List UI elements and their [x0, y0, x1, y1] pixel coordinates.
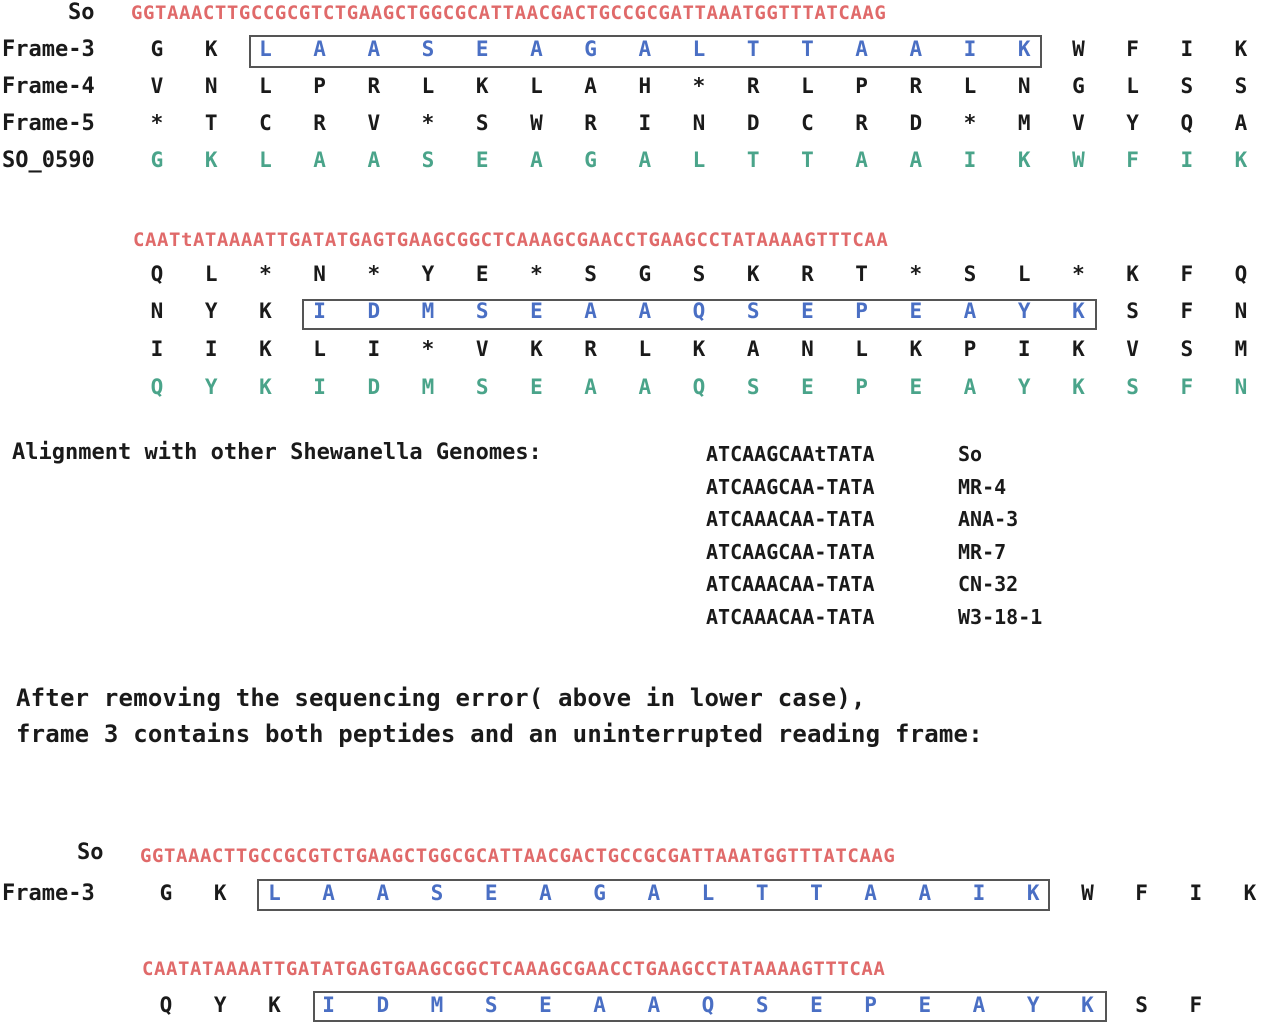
amino-acid: I [322, 993, 335, 1017]
amino-acid: L [1126, 74, 1139, 98]
amino-acid: S [475, 111, 489, 135]
amino-acid: Y [1017, 299, 1031, 323]
alignment-genome-name: W3-18-1 [958, 604, 1043, 629]
amino-acid: I [313, 299, 326, 323]
amino-acid: K [1072, 375, 1085, 399]
amino-acid: I [638, 111, 652, 135]
amino-acid: E [801, 299, 814, 323]
amino-acid: A [584, 299, 597, 323]
amino-acid: * [909, 262, 923, 286]
amino-acid: W [530, 111, 543, 135]
amino-acid: A [647, 881, 661, 905]
amino-acid: A [746, 337, 760, 361]
amino-acid: T [204, 111, 218, 135]
block2-dna: CAATtATAAAATTGATATGAGTGAAGCGGCTCAAAGCGAACCTGAAGCCTATAAAAGTTTCAA [133, 229, 889, 251]
amino-acid: K [1017, 37, 1031, 61]
amino-acid: Q [1234, 262, 1248, 286]
amino-acid: A [313, 148, 326, 172]
amino-acid: R [584, 337, 597, 361]
amino-acid: S [1180, 337, 1194, 361]
amino-acid: K [213, 881, 227, 905]
amino-acid: I [1180, 37, 1194, 61]
amino-acid: P [855, 74, 868, 98]
amino-acid: M [1234, 337, 1248, 361]
amino-acid: T [855, 262, 868, 286]
block3-so-label: So [77, 840, 104, 865]
amino-acid: K [259, 337, 272, 361]
amino-acid: I [1189, 881, 1203, 905]
amino-acid: K [909, 337, 923, 361]
amino-acid: A [638, 148, 652, 172]
amino-acid: * [530, 262, 543, 286]
amino-acid: K [475, 74, 489, 98]
amino-acid: N [1234, 299, 1248, 323]
note-line-1: After removing the sequencing error( above in lower case), [16, 684, 866, 712]
amino-acid: K [1017, 148, 1031, 172]
amino-acid: A [909, 37, 923, 61]
amino-acid: K [1072, 337, 1085, 361]
block1-row-label-3: SO_0590 [2, 148, 95, 173]
amino-acid: S [1126, 375, 1139, 399]
amino-acid: A [593, 993, 606, 1017]
amino-acid: G [1072, 74, 1085, 98]
amino-acid: S [484, 993, 498, 1017]
amino-acid: R [855, 111, 868, 135]
amino-acid: Y [421, 262, 435, 286]
block1-dna: GGTAAACTTGCCGCGTCTGAAGCTGGCGCATTAACGACTGCCGCGATTAAATGGTTTATCAAG [131, 2, 887, 24]
amino-acid: N [313, 262, 326, 286]
amino-acid: E [810, 993, 823, 1017]
amino-acid: F [1180, 262, 1194, 286]
amino-acid: A [584, 375, 597, 399]
amino-acid: E [475, 148, 489, 172]
amino-acid: K [204, 148, 218, 172]
amino-acid: K [1234, 148, 1248, 172]
amino-acid: A [367, 37, 381, 61]
amino-acid: A [539, 881, 552, 905]
amino-acid: T [746, 37, 760, 61]
amino-acid: V [475, 337, 489, 361]
amino-acid: G [150, 37, 164, 61]
alignment-sequence: ATCAAGCAA-TATA [706, 539, 875, 564]
amino-acid: F [1126, 37, 1139, 61]
amino-acid: K [692, 337, 706, 361]
amino-acid: L [963, 74, 977, 98]
amino-acid: L [855, 337, 868, 361]
alignment-sequence: ATCAAGCAA-TATA [706, 474, 875, 499]
amino-acid: Y [1017, 375, 1031, 399]
amino-acid: A [530, 37, 543, 61]
amino-acid: R [746, 74, 760, 98]
amino-acid: G [638, 262, 652, 286]
amino-acid: L [801, 74, 814, 98]
amino-acid: D [746, 111, 760, 135]
amino-acid: P [963, 337, 977, 361]
amino-acid: D [367, 375, 381, 399]
amino-acid: Q [150, 375, 164, 399]
amino-acid: I [313, 375, 326, 399]
amino-acid: S [421, 148, 435, 172]
amino-acid: L [638, 337, 652, 361]
amino-acid: I [204, 337, 218, 361]
alignment-title: Alignment with other Shewanella Genomes: [12, 440, 542, 465]
amino-acid: N [150, 299, 164, 323]
amino-acid: W [1072, 148, 1085, 172]
amino-acid: V [367, 111, 381, 135]
amino-acid: S [475, 375, 489, 399]
amino-acid: M [1017, 111, 1031, 135]
amino-acid: I [367, 337, 381, 361]
amino-acid: T [810, 881, 823, 905]
amino-acid: Q [159, 993, 173, 1017]
amino-acid: P [855, 299, 868, 323]
amino-acid: A [864, 881, 877, 905]
amino-acid: F [1189, 993, 1203, 1017]
amino-acid: S [963, 262, 977, 286]
amino-acid: D [367, 299, 381, 323]
block4-dna: CAATATAAAATTGATATGAGTGAAGCGGCTCAAAGCGAACCTGAAGCCTATAAAAGTTTCAA [142, 958, 886, 980]
amino-acid: E [530, 299, 543, 323]
block3-dna: GGTAAACTTGCCGCGTCTGAAGCTGGCGCATTAACGACTGCCGCGATTAAATGGTTTATCAAG [140, 845, 896, 867]
amino-acid: G [584, 148, 597, 172]
amino-acid: E [475, 262, 489, 286]
amino-acid: N [1017, 74, 1031, 98]
amino-acid: F [1135, 881, 1148, 905]
alignment-genome-name: So [958, 442, 983, 466]
alignment-sequence: ATCAAACAA-TATA [706, 507, 875, 531]
amino-acid: Y [1126, 111, 1139, 135]
amino-acid: H [638, 74, 652, 98]
amino-acid: K [259, 375, 272, 399]
alignment-genome-name: ANA-3 [958, 507, 1019, 531]
amino-acid: M [421, 299, 435, 323]
amino-acid: A [855, 148, 868, 172]
amino-acid: E [475, 37, 489, 61]
amino-acid: K [268, 993, 281, 1017]
amino-acid: A [972, 993, 986, 1017]
amino-acid: R [801, 262, 814, 286]
block1-row-label-0: Frame-3 [2, 37, 95, 62]
amino-acid: W [1081, 881, 1094, 905]
amino-acid: T [801, 148, 814, 172]
amino-acid: K [204, 37, 218, 61]
amino-acid: K [530, 337, 543, 361]
alignment-genome-name: CN-32 [958, 572, 1019, 596]
amino-acid: S [1234, 74, 1248, 98]
amino-acid: F [1180, 299, 1194, 323]
amino-acid: K [1026, 881, 1040, 905]
alignment-genome-name: MR-4 [958, 474, 1007, 499]
amino-acid: E [484, 881, 498, 905]
amino-acid: * [150, 111, 164, 135]
amino-acid: Q [692, 375, 706, 399]
amino-acid: G [593, 881, 606, 905]
amino-acid: N [1234, 375, 1248, 399]
amino-acid: V [1126, 337, 1139, 361]
amino-acid: R [909, 74, 923, 98]
amino-acid: L [259, 148, 272, 172]
amino-acid: I [1180, 148, 1194, 172]
amino-acid: A [963, 375, 977, 399]
amino-acid: A [918, 881, 932, 905]
amino-acid: * [692, 74, 706, 98]
block3-frame-label: Frame-3 [2, 881, 95, 906]
amino-acid: I [963, 148, 977, 172]
amino-acid: G [159, 881, 173, 905]
amino-acid: Q [701, 993, 715, 1017]
amino-acid: A [376, 881, 390, 905]
amino-acid: K [1072, 299, 1085, 323]
amino-acid: L [701, 881, 715, 905]
amino-acid: D [376, 993, 390, 1017]
amino-acid: N [801, 337, 814, 361]
amino-acid: M [421, 375, 435, 399]
amino-acid: A [322, 881, 335, 905]
amino-acid: G [584, 37, 597, 61]
amino-acid: Y [213, 993, 227, 1017]
amino-acid: K [1081, 993, 1094, 1017]
amino-acid: * [421, 337, 435, 361]
amino-acid: A [313, 37, 326, 61]
amino-acid: A [638, 375, 652, 399]
amino-acid: S [1180, 74, 1194, 98]
amino-acid: A [367, 148, 381, 172]
amino-acid: S [421, 37, 435, 61]
amino-acid: P [313, 74, 326, 98]
amino-acid: L [421, 74, 435, 98]
amino-acid: C [801, 111, 814, 135]
amino-acid: I [963, 37, 977, 61]
amino-acid: S [692, 262, 706, 286]
amino-acid: S [755, 993, 769, 1017]
amino-acid: G [150, 148, 164, 172]
amino-acid: L [259, 74, 272, 98]
amino-acid: L [692, 37, 706, 61]
amino-acid: A [855, 37, 868, 61]
amino-acid: L [692, 148, 706, 172]
amino-acid: A [647, 993, 661, 1017]
alignment-genome-name: MR-7 [958, 539, 1007, 564]
amino-acid: E [918, 993, 932, 1017]
amino-acid: A [638, 299, 652, 323]
amino-acid: Y [204, 375, 218, 399]
alignment-sequence: ATCAAGCAAtTATA [706, 442, 875, 466]
amino-acid: E [530, 375, 543, 399]
amino-acid: A [909, 148, 923, 172]
amino-acid: I [1017, 337, 1031, 361]
amino-acid: R [367, 74, 381, 98]
amino-acid: A [584, 74, 597, 98]
amino-acid: W [1072, 37, 1085, 61]
amino-acid: * [367, 262, 381, 286]
amino-acid: L [259, 37, 272, 61]
amino-acid: I [150, 337, 164, 361]
amino-acid: Q [1180, 111, 1194, 135]
block1-row-label-2: Frame-5 [2, 111, 95, 136]
amino-acid: A [638, 37, 652, 61]
amino-acid: E [801, 375, 814, 399]
amino-acid: S [1126, 299, 1139, 323]
amino-acid: V [1072, 111, 1085, 135]
amino-acid: Y [204, 299, 218, 323]
block1-row-label-1: Frame-4 [2, 74, 95, 99]
amino-acid: E [539, 993, 552, 1017]
amino-acid: S [430, 881, 444, 905]
amino-acid: S [584, 262, 597, 286]
amino-acid: L [268, 881, 281, 905]
amino-acid: C [259, 111, 272, 135]
amino-acid: M [430, 993, 444, 1017]
amino-acid: * [421, 111, 435, 135]
amino-acid: P [855, 375, 868, 399]
amino-acid: K [259, 299, 272, 323]
amino-acid: S [746, 299, 760, 323]
amino-acid: R [313, 111, 326, 135]
amino-acid: E [909, 375, 923, 399]
amino-acid: * [1072, 262, 1085, 286]
amino-acid: F [1180, 375, 1194, 399]
amino-acid: I [972, 881, 986, 905]
amino-acid: T [755, 881, 769, 905]
amino-acid: A [963, 299, 977, 323]
alignment-sequence: ATCAAACAA-TATA [706, 572, 875, 596]
amino-acid: L [530, 74, 543, 98]
amino-acid: K [746, 262, 760, 286]
amino-acid: T [801, 37, 814, 61]
amino-acid: F [1126, 148, 1139, 172]
amino-acid: K [1234, 37, 1248, 61]
amino-acid: S [746, 375, 760, 399]
amino-acid: L [204, 262, 218, 286]
amino-acid: A [530, 148, 543, 172]
amino-acid: A [1234, 111, 1248, 135]
block1-so-label: So [68, 0, 95, 25]
note-line-2: frame 3 contains both peptides and an uninterrupted reading frame: [16, 720, 983, 748]
amino-acid: S [1135, 993, 1148, 1017]
amino-acid: Q [692, 299, 706, 323]
alignment-sequence: ATCAAACAA-TATA [706, 604, 875, 629]
amino-acid: V [150, 74, 164, 98]
amino-acid: N [204, 74, 218, 98]
amino-acid: T [746, 148, 760, 172]
amino-acid: E [909, 299, 923, 323]
amino-acid: N [692, 111, 706, 135]
amino-acid: S [475, 299, 489, 323]
amino-acid: * [963, 111, 977, 135]
amino-acid: R [584, 111, 597, 135]
amino-acid: K [1126, 262, 1139, 286]
amino-acid: P [864, 993, 877, 1017]
amino-acid: K [1243, 881, 1257, 905]
amino-acid: L [313, 337, 326, 361]
amino-acid: Q [150, 262, 164, 286]
amino-acid: * [259, 262, 272, 286]
amino-acid: L [1017, 262, 1031, 286]
amino-acid: Y [1026, 993, 1040, 1017]
amino-acid: D [909, 111, 923, 135]
